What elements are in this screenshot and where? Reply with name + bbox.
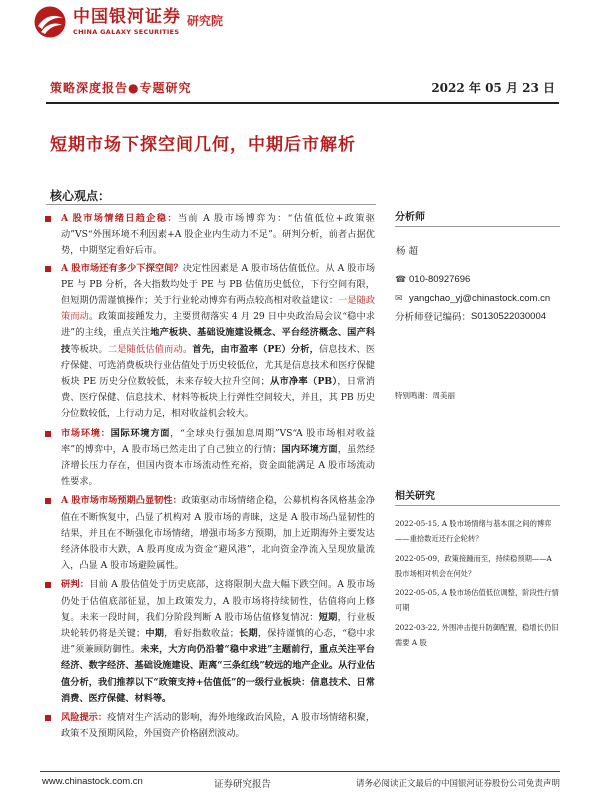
- viewpoint-emphasis: 未来，大方向仍沿着“稳中求进”主题前行，重点关注平台经济、数字经济、基础设施建设、距离“三条红线”较远的地产企业。从行业估值分析，我们推荐以下“政策支持+估值低”的一级行业板块：信息技术、日常消费、医疗保健、材料等。: [61, 644, 375, 704]
- viewpoint-text: 信息技术、医疗保健、可选消费板块行业估值处于历史较低位，尤其是信息技术和医疗保健板块 PE 历史分位数较低，未来存较大拉升空间；: [61, 343, 376, 388]
- viewpoint-text: 等板块。: [70, 343, 108, 355]
- bullet-square-icon: [45, 266, 51, 272]
- viewpoint-lead: 市场环境：: [61, 427, 111, 439]
- viewpoint-emphasis: 国内环境方面: [281, 443, 338, 455]
- viewpoint-text: ，日常消费、医疗保健、信息技术、材料等板块上行弹性空间较大，并且，其 PB 历史分位数较低，上行动力足，相对收益机会较大。: [61, 376, 376, 420]
- viewpoint-lead: A 股市场情绪日趋企稳：: [61, 213, 178, 224]
- viewpoint-highlight: 二是随低估值而动: [107, 343, 183, 355]
- registration-code: S0130522030004: [471, 310, 547, 322]
- header-divider: [46, 102, 559, 104]
- report-type: 策略深度报告●专题研究: [50, 81, 192, 95]
- viewpoint-lead: A 股市场市场预期凸显韧性：: [61, 495, 182, 507]
- report-info-bar: [50, 79, 555, 99]
- viewpoint-text: 决定性因素是 A 股市场估值低位。从 A 股市场 PE 与 PB 分析，各大指数均处于 PE 与 PB 估值历史低位，下行空间有限，但短期仍需谨慎操作；关于行业轮动博弈有两点较高相对收益建议：: [61, 262, 376, 307]
- footer-website-link[interactable]: www.chinastock.com.cn: [42, 776, 143, 787]
- footer-divider: [40, 771, 560, 772]
- analyst-email[interactable]: [395, 293, 560, 304]
- viewpoint-emphasis: 中期: [145, 628, 165, 640]
- viewpoint-resilience: [45, 493, 375, 574]
- viewpoint-judgement: [45, 577, 375, 707]
- viewpoint-emphasis: 国际环境方面: [110, 427, 171, 439]
- mail-icon: ✉: [395, 293, 403, 303]
- viewpoint-emphasis: 首先，由市盈率（PE）分析，: [192, 343, 319, 355]
- viewpoint-environment: [45, 426, 375, 491]
- viewpoint-text: 目前 A 股估值处于历史底部，这将限制大盘大幅下跌空间。A 股市场仍处于估值底部征显，加上政策发力，A 股市场将持续韧性，估值将向上修复。未来一段时间，我们分阶段判断 A 股市场估值修复情况：: [61, 579, 376, 623]
- viewpoint-text: 。政策面接踵发力，主要贯彻落实 4 月 29 日中央政治局会议“稳中求进”的主线，重点关注: [61, 311, 376, 339]
- institute-label: 研究院: [187, 13, 224, 28]
- viewpoint-text: 政策驱动市场情绪企稳，公募机构各风格基金净值在不断恢复中，凸显了机构对 A 股市场的青睐，这是 A 股市场凸显韧性的结果，并且在不断强化市场情绪，增强市场多方预期，加上近期海外主要发达经济体股市大跌，A 股再度成为资金“避风港”，北向资金净流入呈现放量流入，凸显 A 股市场避险属性。: [61, 495, 376, 572]
- report-title: 短期市场下探空间几何，中期后市解析: [50, 135, 356, 155]
- galaxy-logo-icon: [33, 5, 67, 39]
- related-research-item[interactable]: 2022-05-15, A 股市场情绪与基本面之间的博弈——重拾数近还行企轮转？: [395, 519, 552, 544]
- viewpoint-highlight: 一是随政策而动: [61, 295, 376, 323]
- viewpoint-emphasis: 从市净率（PB）: [269, 376, 338, 388]
- viewpoint-lead: 风险提示：: [61, 712, 108, 724]
- related-research-item[interactable]: 2022-03-22, 外围冲击提升防御配置，稳增长仍旧需要 A 股: [395, 622, 559, 648]
- related-research-list: [395, 516, 560, 650]
- email-address[interactable]: yangchao_yj@chinastock.com.cn: [409, 293, 551, 304]
- viewpoint-text: ，“全球央行强加息周期”VS“A 股市场相对收益率”的博弈中，A 股市场已然走出了自己独立的行情；: [61, 427, 376, 455]
- viewpoint-emphasis: 地产板块、基础设施建设概念、平台经济概念、国产科技: [61, 327, 376, 355]
- related-research-item[interactable]: 2022-05-09，政策接踵而至，持续稳预期——A 股市场相对机会在何处？: [395, 553, 552, 578]
- viewpoint-text: 。: [182, 343, 193, 355]
- phone-number: 010-80927696: [409, 274, 471, 285]
- viewpoint-downside: [45, 261, 375, 423]
- viewpoint-emphasis: 短期: [318, 611, 338, 623]
- core-viewpoints-body: [45, 208, 375, 743]
- bullet-square-icon: [45, 216, 51, 222]
- core-divider: [46, 204, 376, 205]
- logo-english-name: CHINA GALAXY SECURITIES: [73, 27, 180, 36]
- analyst-phone: [395, 274, 560, 285]
- related-research-heading: 相关研究: [395, 491, 435, 502]
- bullet-square-icon: [45, 582, 51, 588]
- viewpoint-risk: [45, 710, 375, 742]
- footer-report-label: 证券研究报告: [214, 779, 272, 790]
- related-research-item[interactable]: 2022-05-05, A 股市场估值低位调整，阶段性行情可期: [395, 588, 559, 613]
- viewpoint-lead: 研判：: [61, 579, 90, 591]
- viewpoint-text: ，保持谨慎的心态，“稳中求进”须兼顾防御性。: [61, 628, 376, 656]
- report-date: 2022 年 05 月 23 日: [431, 81, 555, 95]
- logo-chinese-name: 中国银河证券: [73, 6, 181, 27]
- brand-logo: [33, 3, 223, 41]
- analyst-registration: [395, 309, 560, 323]
- phone-icon: ☎: [395, 274, 407, 284]
- viewpoint-emphasis: 长期: [238, 628, 258, 640]
- analyst-divider: [395, 226, 560, 227]
- analyst-heading: 分析师: [395, 212, 425, 223]
- viewpoint-lead: A 股市场还有多少下探空间？: [61, 262, 183, 274]
- viewpoint-text: ，行业板块轮转仍将是关键；: [61, 611, 376, 640]
- viewpoint-text: 疫情对生产活动的影响，海外地缘政治风险，A 股市场情绪积聚，政策不及预期风险，外国资产价格剧烈波动。: [61, 712, 376, 740]
- core-viewpoints-heading: 核心观点：: [50, 189, 111, 203]
- viewpoint-text: 当前 A 股市场博弈为：“估值低位+政策驱动”VS“外围环境不利因素+A 股企业内生动力不足”。研判分析，前者占据优势，中期坚定看好后市。: [61, 213, 375, 257]
- viewpoint-sentiment: [45, 211, 375, 260]
- viewpoint-text: ，虽然经济增长压力存在，但国内资本市场流动性充裕，资金面能满足 A 股市场流动性要求。: [61, 443, 375, 488]
- analyst-name: 杨 超: [396, 246, 419, 257]
- footer-disclaimer: 请务必阅读正文最后的中国银河证券股份公司免责声明: [355, 779, 560, 789]
- related-divider: [395, 505, 560, 506]
- viewpoint-text: ，看好指数收益；: [164, 628, 239, 640]
- bullet-square-icon: [45, 498, 51, 504]
- bullet-square-icon: [45, 715, 51, 721]
- registration-label: 分析师登记编码：: [395, 312, 472, 323]
- acknowledgement: 特别鸣谢：周美丽: [395, 391, 455, 400]
- sidebar: [395, 208, 560, 654]
- bullet-square-icon: [45, 431, 51, 437]
